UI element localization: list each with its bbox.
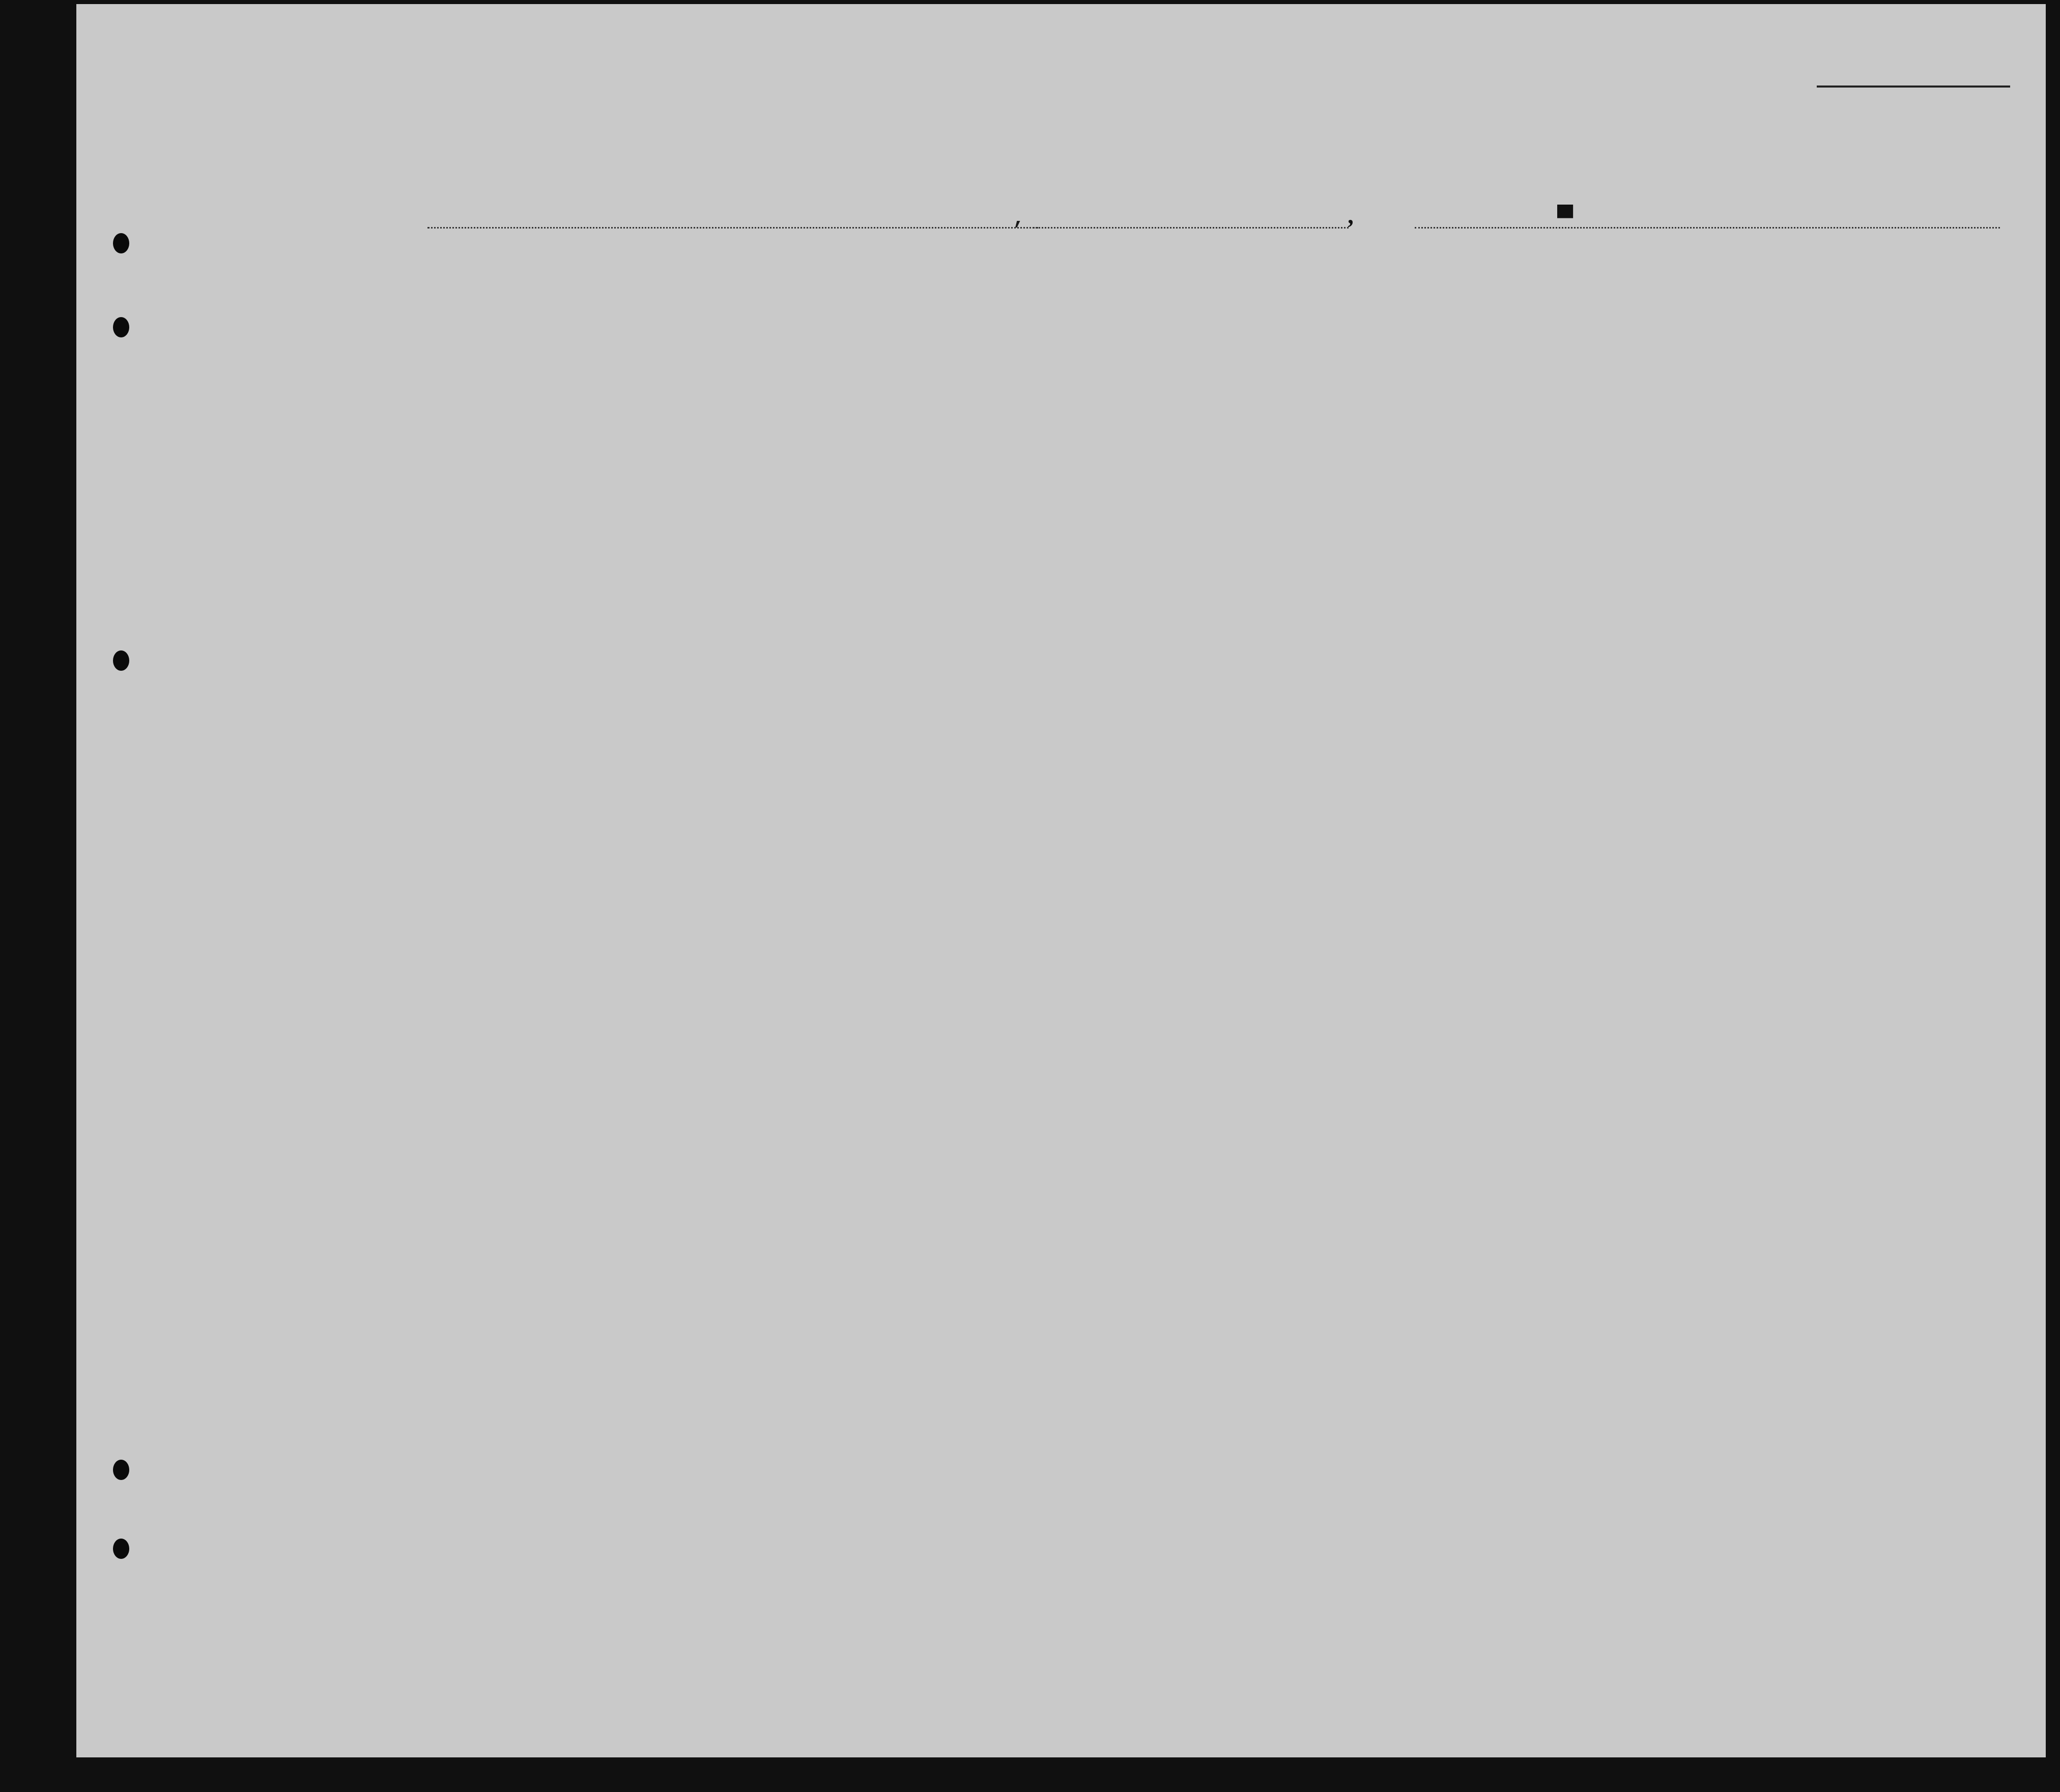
year-comma: ,: [1349, 202, 1355, 229]
header-possession-50: [762, 294, 778, 421]
header-overthrow: [1407, 294, 1448, 426]
header-deported: [1499, 309, 1522, 426]
header-return-country: [1192, 302, 1219, 424]
header-prison: [1330, 299, 1350, 426]
header-offer-labor: [1458, 297, 1489, 426]
day-comma: ,: [1013, 208, 1025, 231]
header-anarchist: [1383, 309, 1395, 426]
header-length-of-time: [1232, 325, 1252, 426]
header-ticket: [636, 292, 656, 421]
manifest-sheet: [76, 4, 2046, 1757]
table-grid: [76, 4, 2046, 1757]
header-citizen: [1303, 309, 1322, 426]
stamp-mark: ▀: [1557, 205, 1573, 230]
header-polygamist: [1359, 309, 1371, 426]
